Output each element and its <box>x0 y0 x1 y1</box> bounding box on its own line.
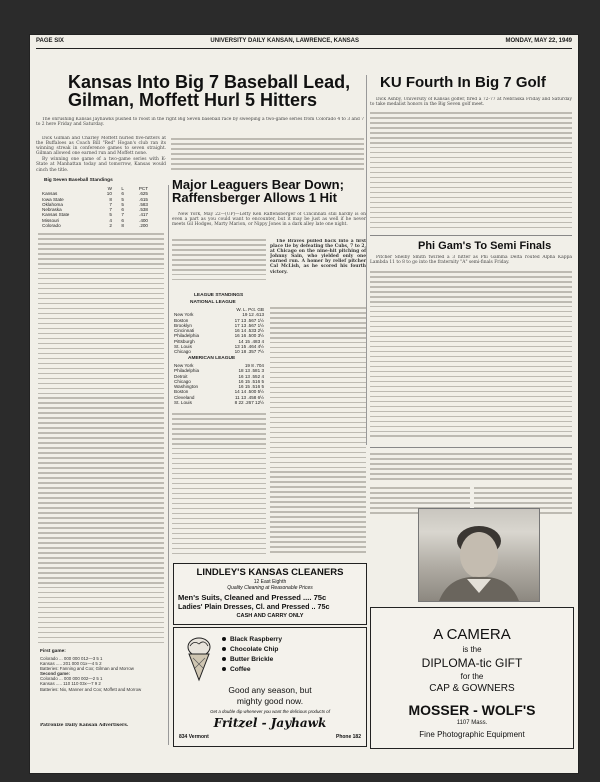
table-row: Boston 14 14 .500 5½ <box>174 389 264 395</box>
masthead-rule <box>36 48 572 49</box>
mosser-line-2: is the <box>462 645 482 654</box>
league-standings-title: LEAGUE STANDINGS <box>194 293 244 298</box>
lindleys-name: LINDLEY'S KANSAS CLEANERS <box>196 567 344 578</box>
masthead <box>36 38 572 48</box>
portrait-photo <box>418 508 540 602</box>
nl-table <box>172 307 266 355</box>
section-rule <box>370 447 572 448</box>
majors-col2 <box>270 307 366 559</box>
flavor-item: Black Raspberry <box>222 636 282 643</box>
table-row: Iowa State 8 5 .615 <box>42 196 148 202</box>
table-row: St. Louis 8 22 .267 12½ <box>174 400 264 406</box>
flavor-item: Coffee <box>222 666 251 673</box>
majors-dateline <box>172 212 366 236</box>
table-row: Missouri 4 6 .400 <box>42 217 148 223</box>
fritzel-phone: Phone 182 <box>335 734 361 740</box>
majors-col1-bottom <box>172 413 266 559</box>
box-score <box>40 656 166 716</box>
lindleys-ad <box>173 563 367 625</box>
phigam-lede <box>370 255 572 267</box>
fritzel-slogan-1: Good any season, but <box>228 685 312 695</box>
lindleys-price-2: Ladies' Plain Dresses, Cl. and Pressed .. 75c <box>178 602 330 611</box>
table-row: St. Louis 13 15 .464 4½ <box>174 344 264 350</box>
nl-header: W. L. Pct. GB <box>236 307 264 312</box>
lead-story-continued <box>38 233 164 648</box>
newspaper-page <box>30 35 578 773</box>
lead-body-p2: By winning one game of a two-game series with K-State at Manhattan today and tomorrow, Kansas would cinch the title. <box>36 157 166 173</box>
phigam-story <box>370 271 572 445</box>
box-line: Batteries: Fanning and Cox; Gilman and Morrow <box>40 666 134 672</box>
mosser-address: 1107 Mass. <box>456 720 488 726</box>
majors-headline: Major Leaguers Bear Down; Raffensberger Allows 1 Hit <box>172 177 344 206</box>
standings-header: W L PCT <box>107 186 148 191</box>
table-row: New York 19 12 .613 <box>174 312 264 318</box>
table-row: Cincinnati 16 14 .533 2½ <box>174 328 264 334</box>
lead-headline: Kansas Into Big 7 Baseball Lead, Gilman, Moffett Hurl 5 Hitters <box>68 72 351 111</box>
mosser-wolf-ad <box>370 607 574 749</box>
lindleys-terms: CASH AND CARRY ONLY <box>236 613 304 619</box>
lead-body <box>36 136 166 174</box>
ice-cream-cone-icon <box>184 636 214 682</box>
nl-title: NATIONAL LEAGUE <box>190 300 236 305</box>
golf-headline: KU Fourth In Big 7 Golf <box>380 74 546 91</box>
golf-lede-text: Dick Ashby, University of Kansas golfer, fired a 72-77 at Nebraska Friday and Saturday to take medalist honors in the Big Seven golf meet. <box>370 97 572 108</box>
mosser-line-5: CAP & GOWNERS <box>429 683 515 694</box>
phigam-lede-text: Pitcher Shelby Smith twirled a 3 hitter as Phi Gamma Delta routed Alpha Kappa Lambda 11 to 8 to go into the fraternity "A" semi-finals Friday. <box>370 255 572 266</box>
page-number: PAGE SIX <box>36 38 64 44</box>
table-row: Philadelphia 16 16 .500 3½ <box>174 333 264 339</box>
box-line: Colorado ... 000 000 002—2 5 1 <box>40 676 103 682</box>
mosser-line-3: DIPLOMA-tic GIFT <box>421 656 523 670</box>
mosser-line-4: for the <box>460 672 484 681</box>
fritzel-small-print: Get a double dip whenever you want the delicious products of <box>210 709 330 714</box>
table-row: Cleveland 11 13 .458 6½ <box>174 394 264 400</box>
box-line: Colorado ... 000 000 012—3 5 1 <box>40 656 103 661</box>
advertiser-note: Patronize Daily Kansan Advertisers. <box>40 723 129 728</box>
lindleys-address: 12 East Eighth <box>253 579 287 585</box>
lindleys-tagline: Quality Cleaning at Reasonable Prices <box>227 585 313 591</box>
fritzel-ad <box>173 627 367 747</box>
table-row: Boston 17 13 .567 1½ <box>174 317 264 323</box>
flavor-item: Butter Brickle <box>222 656 273 663</box>
section-rule <box>370 235 572 236</box>
majors-pullout-text: The Braves pulled back into a first place tie by defeating the Cubs, 7 to 2, at Chicago on the nine-hit pitching of Johnny Sain, who yielded only one earned run. A homer by relief pitcher Cal McLish, as he scored his fourth victory. <box>270 239 366 275</box>
al-title: AMERICAN LEAGUE <box>188 356 236 361</box>
mosser-service: Fine Photographic Equipment <box>419 730 525 739</box>
lead-body-p1: Dick Gilman and Charley Moffett hurled five-hitters at the Buffaloes as Coach Bill "Red" Hogan's club ran its winning streak in conference games to seven straight. Gilman allowed one earned run and Moffett none. <box>36 136 166 157</box>
table-row: Kansas State 5 7 .417 <box>42 212 148 218</box>
fritzel-slogan-2: mighty good now. <box>236 696 304 706</box>
table-row: Colorado 2 8 .200 <box>42 223 148 229</box>
column-divider <box>366 75 367 445</box>
paper-name: UNIVERSITY DAILY KANSAN, LAWRENCE, KANSAS <box>210 38 359 44</box>
mosser-name: MOSSER - WOLF'S <box>408 702 536 718</box>
box-line: Second game: <box>40 671 71 677</box>
table-row: Chicago 16 15 .516 5 <box>174 378 264 384</box>
table-row: Philadelphia 18 13 .581 3 <box>174 368 264 374</box>
golf-story <box>370 112 572 232</box>
lindleys-price-1: Men's Suits, Cleaned and Pressed .... 75c <box>178 593 327 602</box>
table-row: New York 19 8 .704 <box>174 363 264 368</box>
table-row: Chicago 10 18 .357 7½ <box>174 349 264 355</box>
mosser-line-1: A CAMERA <box>433 626 511 643</box>
fritzel-brand: Fritzel - Jayhawk <box>213 716 327 730</box>
lead-lede-text: The onrushing Kansas Jayhawks pushed to roost in the right Big Seven baseball race by sweeping a two-game series from Colorado 4 to 3 and 7 to 2 here Friday and Saturday. <box>36 117 364 128</box>
table-row: Brooklyn 17 13 .567 1½ <box>174 322 264 328</box>
al-table <box>172 363 266 405</box>
column-divider <box>168 185 169 745</box>
box-line: Kansas ..... 201 000 01x—4 5 2 <box>40 661 102 667</box>
standings-caption: Big Seven Baseball Standings <box>44 178 113 183</box>
golf-lede <box>370 97 572 109</box>
table-row: Washington 16 15 .516 5 <box>174 384 264 390</box>
standings-table <box>40 186 150 228</box>
bottom-story <box>370 453 572 483</box>
flavor-item: Chocolate Chip <box>222 646 278 653</box>
fritzel-address: 834 Vermont <box>179 734 209 740</box>
phigam-headline: Phi Gam's To Semi Finals <box>418 240 552 252</box>
majors-pullout <box>270 239 366 305</box>
box-score-caption: First game: <box>40 649 66 654</box>
box-line: Kansas ..... 110 110 03x—7 9 2 <box>40 681 101 687</box>
majors-col1-top <box>172 239 266 287</box>
box-line: Batteries: Nix, Manner and Cox; Moffett and Morrow <box>40 686 142 692</box>
issue-date: MONDAY, MAY 22, 1949 <box>505 38 572 44</box>
majors-dateline-text: New York, May 22—(UP)—Lefty Ken Raffensberger of Cincinnati still hardly is on even a part as you could want to encounter, but it may be just as well if he never meets Gil Hodges, Marty Marion, or Nippy Jones in a dark alley late one night. <box>172 212 366 228</box>
table-row: Kansas 10 6 .625 <box>42 191 148 197</box>
table-row: Detroit 16 13 .552 4 <box>174 373 264 379</box>
table-row: Pittsburgh 14 15 .483 4 <box>174 338 264 344</box>
table-row: Nebraska 7 6 .538 <box>42 207 148 213</box>
lead-lede <box>36 117 364 135</box>
table-row: Oklahoma 7 5 .583 <box>42 201 148 207</box>
lead-text-column <box>171 138 364 174</box>
